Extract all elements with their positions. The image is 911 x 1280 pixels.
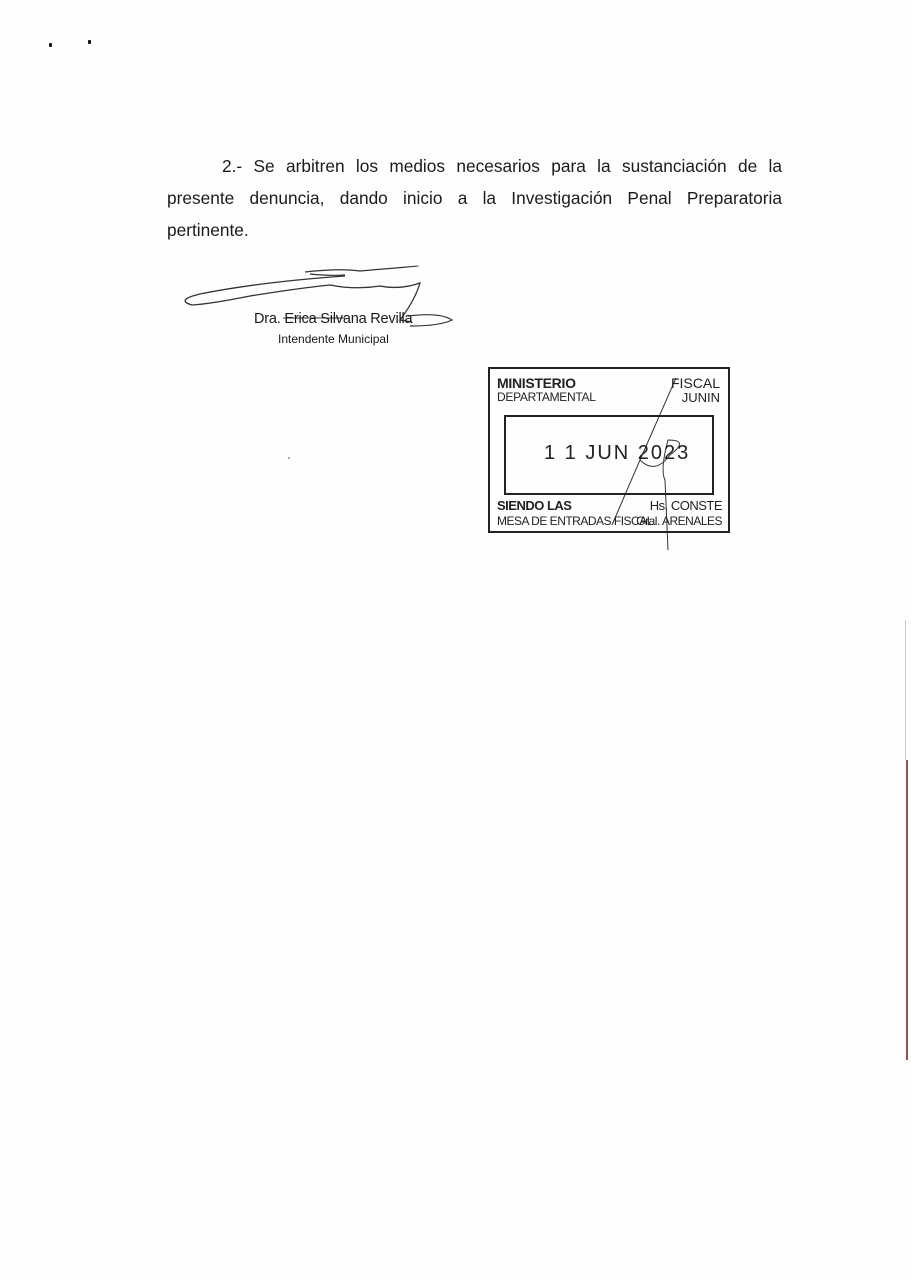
scan-speck <box>288 457 290 459</box>
paragraph-line: pertinente. <box>167 220 249 240</box>
stamp-line2-left: DEPARTAMENTAL <box>497 390 596 404</box>
reception-stamp <box>488 367 730 533</box>
stamp-date: 1 1 JUN 2023 <box>544 442 691 464</box>
signatory-title: Intendente Municipal <box>278 332 389 346</box>
signatory-name: Dra. Erica Silvana Revilla <box>254 311 413 327</box>
paragraph-line: presente denuncia, dando inicio a la Investigación Penal Preparatoria <box>167 188 782 208</box>
stamp-date-box <box>504 415 714 495</box>
stamp-line1-left: MINISTERIO <box>497 375 576 391</box>
stamp-bottom1-left: SIENDO LAS <box>497 498 572 513</box>
paragraph-line: 2.- Se arbitren los medios necesarios para la sustanciación de la <box>222 156 782 176</box>
stamp-line1-right: FISCAL <box>670 375 720 391</box>
stamp-line2-right: JUNIN <box>681 390 720 405</box>
stamp-bottom2-right: Gral. ARENALES <box>636 514 722 528</box>
stamp-bottom2-left: MESA DE ENTRADAS FISCAL <box>497 514 653 528</box>
stamp-bottom1-right: Hs. CONSTE <box>649 498 722 513</box>
